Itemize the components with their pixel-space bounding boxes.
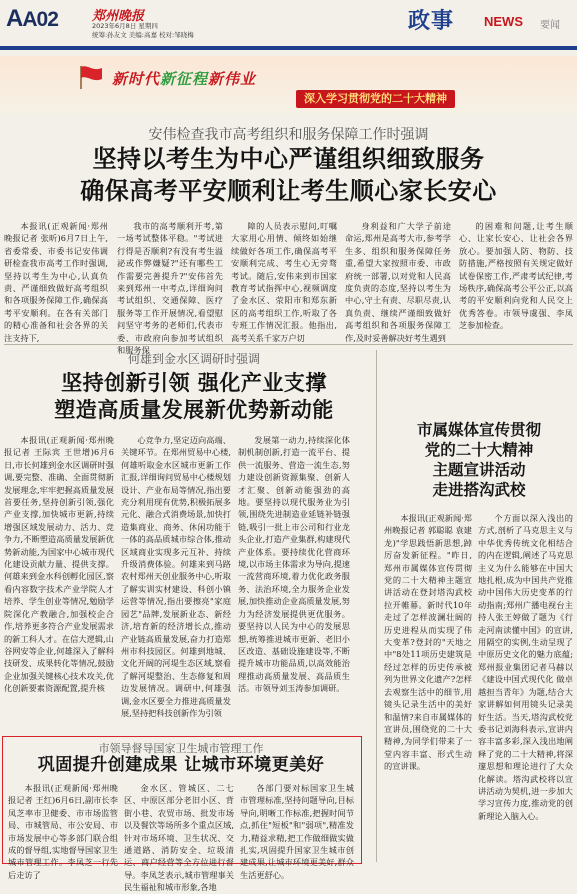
- section-title: 政事: [408, 9, 455, 34]
- section-title-en: NEWS: [484, 14, 523, 29]
- article1-column-3: 障的人员表示慰问,叮嘱大家用心用情、倾终如始继续做好各项工作,确保高考平安顺利完成、考生心无旁骛考试。随后,安伟来到市国家教育考试指挥中心,视频调度了金水区、荥阳市和郑东新区的高考组织工作,听取了各专班工作情况汇报。他指出,高考关系千家万户切: [231, 221, 337, 343]
- banner-slogan: [112, 68, 256, 89]
- slogan-part-2: 新征程: [160, 70, 209, 88]
- page-number-text: A02: [22, 8, 58, 31]
- newspaper-logo: 郑州晚报: [92, 9, 145, 24]
- article1-column-1: 本报讯(正观新闻·郑州晚报记者 张昕)6月7日上午,省委常委、市委书记安伟调研检查我市高考工作时强调,坚持以考生为中心,认真负责、严谨细致做好高考组织和各项服务保障工作,确保高考平安顺利。在各有关部门的精心准备和社会各界的关注支持下,: [4, 221, 108, 343]
- article2-title-line1: 坚持创新引领 强化产业支撑: [61, 371, 327, 395]
- article3-column-1: 本报讯(正观新闻·郑州晚报记者 郭聪聪 袁建龙)"学思践悟新思想,踔厉奋发新征程。"昨日,郑州市属媒体宣传贯彻党的二十大精神主题宣讲活动在登封塔沟武校拉开帷幕。新时代10年走过了怎样波澜壮阔的历史进程从而实现了伟大变革?登封的"天地之中"8处11项历史建筑是经过怎样的历史传承被列为世界文化遗产?怎样去观察生活中的细节,用镜头记录生活中的美好和温情?来自市属媒体的宣讲员,围绕党的二十大精神,为同学们带来了一堂内容丰富、形式生动的宣讲课。: [384, 513, 472, 772]
- article1-kicker: 安伟检查我市高考组织和服务保障工作时强调: [148, 127, 429, 143]
- slogan-part-3: 新伟业: [208, 70, 257, 88]
- banner-theme: 深入学习贯彻党的二十大精神: [296, 90, 455, 108]
- masthead-meta: [92, 22, 194, 40]
- article3-title-line2: 党的二十大精神: [424, 441, 534, 459]
- article3-title-line3: 主题宣讲活动: [432, 461, 526, 479]
- article3-column-2: 个方面以深入浅出的方式,剖析了马克思主义与中华优秀传统文化相结合的内在逻辑,阐述了马克思主义为什么能够在中国大地扎根,成为中国共产党推动中国伟大历史变革的行动指南;郑州广播电视台主持人张王婷做了题为《行走河南读懂中国》的宣讲,用隔空的实例,生动呈现了中原历史文化的魅力底蕴;郑州报业集团记者马赫以《建设中国式现代化 做卓越担当青年》为题,结合大家讲解如何用镜头记录美好生活。当天,塔沟武校党委书记刘海科表示,宣讲内容丰富多彩,深入浅出地阐释了党的二十大精神,将深邃思想和理论进行了大众化解读。塔沟武校将以宣讲活动为契机,进一步加大学习宣传力度,推动党的创新理论入脑入心。: [478, 513, 573, 821]
- article2-kicker: 何雄到金水区调研时强调: [127, 352, 260, 366]
- article1-column-4: 身利益和广大学子前途命运,郑州是高考大市,参考学生多、组织和服务保障任务重,希望大家按照市委、市政府统一部署,以对党和人民高度负责的态度,坚持以考生为中心,守土有责、尽职尽责,认真负责、继续严谨细致做好高考组织和各项服务保障工作,及时妥善解决好考生遇到: [345, 221, 451, 343]
- editors-line: 统筹:孙友文 美编:高嘉 校对:邹晓梅: [92, 31, 194, 39]
- article2-column-2: 心竞争力,坚定迈向高端、关键环节。在郑州贸易中心楼,何雄听取金水区城市更新工作汇报,详细询问贸易中心楼规划设计、产业布局等情况,指出要充分利用现有优势,积极拓展多元化、融合式消费场景,加快打造集商业、商务、休闲功能于一体的高品质城市综合体,推动区域商业实现多元互补、持续升级消费体验。何雄来到马路农村郑州天创业服务中心,听取了解实训实材建设、科创小镇运营等情况,指出要擦亮"家庭园艺"品牌,发展新业态、新经济,培育新的经济增长点,推动产业链高质量发展,奋力打造郑州市科技园区。何雄到地城、文化开阔的河堤生态区域,察看了解河堤整治、生态修复和周边发展情况。调研中,何雄强调,金水区要全力推进高质量发展,坚持把科技创新作为引领: [121, 435, 231, 718]
- article2-column-1: 本报讯(正观新闻·郑州晚报记者 王际宾 王世增)6月6日,市长何雄到金水区调研时强调,要完整、准确、全面贯彻新发展理念,牢牢把握高质量发展首要任务,坚持创新引领,强化产业支撑,加快城市更新,持续增强区域发展动力、活力、竞争力,不断塑造高质量发展新优势新动能,为国家中心城市现代化建设贡献力量、提供支撑。何雄来到金水科创孵化园区,察看内容数字技术产业学院人才培养、学生创业等情况,勉励学院深化产教融合,加强校企合作,培养更多符合产业发展需求的新工科人才。在信大逻辑,山谷网安等企业,何雄深入了解科技研发、成果转化等情况,鼓励企业加强关键核心技术攻关,优化创新要素资源配置,提升核: [4, 435, 114, 694]
- masthead-rule: [0, 46, 577, 50]
- article3-title-line1: 市属媒体宣传贯彻: [416, 421, 541, 439]
- article4-column-3: 各部门要对标国家卫生城市管理标准,坚持问题导向,目标导向,明晰工作标准,把握时间节点,抓住"短板"和"弱项",精准发力,精益求精,把工作做细做实做扎实,巩固提升国家卫生城市创建成果,让城市环境更美好,群众生活更舒心。: [240, 783, 354, 880]
- article1-title-line1: 坚持以考生为中心严谨组织细致服务: [92, 145, 485, 173]
- article2-title-line2: 塑造高质量发展新优势新动能: [54, 398, 334, 422]
- article4-column-2: 金水区、管城区、二七区、中原区部分老旧小区、背街小巷、农贸市场、批发市场以及餐饮等场所多个重点区域,针对市场环境、卫生状况、交通道路、消防安全、垃圾清运、商户经营等全方位进行督导。李凤芝表示,城市管理事关民生福祉和城市形象,各地: [124, 783, 234, 893]
- page-letter: A: [6, 5, 23, 32]
- article4-title: 巩固提升创建成果 让城市环境更美好: [37, 755, 325, 775]
- column-divider: [376, 350, 377, 862]
- article1-title-line2: 确保高考平安顺利让考生顺心家长安心: [80, 177, 497, 205]
- article2-column-3: 发展第一动力,持续深化体制机制创新,打造一流平台、提供一流服务、营造一流生态,努力建设创新资源集聚、创新人才汇聚、创新动能强劲的高地。要坚持以现代服务业为引领,围绕先进制造业延链补链强链,吸引一批上市公司和行业龙头企业,打造产业集群,构建现代产业体系。要持续优化营商环境,以市场主体需求为导向,提速一流营商环境,着力优化政务服务、法治环境,全力服务企业发展,加快推动企业高质量发展,努力为经济发展提供更优服务。要坚持以人民为中心的发展思想,统筹推进城市更新、老旧小区改造、基础设施建设等,不断提升城市功能品质,以高效能治理推动高质量发展、高品质生活。市领导刘玉涛参加调研。: [238, 435, 350, 694]
- article1-column-5: 的困难和问题,让考生顺心、让家长安心、让社会各界放心。要加强人防、物防、技防措施,严格按照有关规定做好试卷保密工作,严肃考试纪律,考场秩序,确保高考公平公正,以高考的平安顺利向党和人民交上优秀答卷。市领导虞强、李凤芝参加检查。: [459, 221, 573, 331]
- article3-title-line4: 走进搭沟武校: [432, 481, 526, 499]
- divider: [4, 344, 573, 345]
- slogan-part-1: 新时代: [112, 70, 161, 88]
- article4-kicker: 市领导督导国家卫生城市管理工作: [98, 742, 264, 755]
- article4-column-1: 本报讯(正观新闻·郑州晚报记者 王红)6月6日,副市长李凤芝率市卫健委、市市场监管局、市城管局、市公安局、市市场发展中心等多部门联合组成的督导组,实地督导国家卫生城市管理工作。李凤芝一行先后走访了: [8, 783, 118, 880]
- article1-column-2: 我市的高考顺利开考,第一场考试整体平稳。"考试进行得是否顺利?有没有考生溢泌或作弊嫌疑?"还有哪些工作需要完善提升?"安伟首先来到郑州一中考点,详细询问考试组织、交通保障、医疗服务等工作开展情况,看望慰问坚守考务的老师们,代表市委、市政府向参加考试组织和服务保: [117, 221, 223, 356]
- section-subtitle: 要闻: [540, 20, 560, 31]
- red-flag-icon: [78, 64, 104, 90]
- page-number: [6, 5, 58, 33]
- date-line: 2023年6月8日 星期四: [92, 22, 158, 30]
